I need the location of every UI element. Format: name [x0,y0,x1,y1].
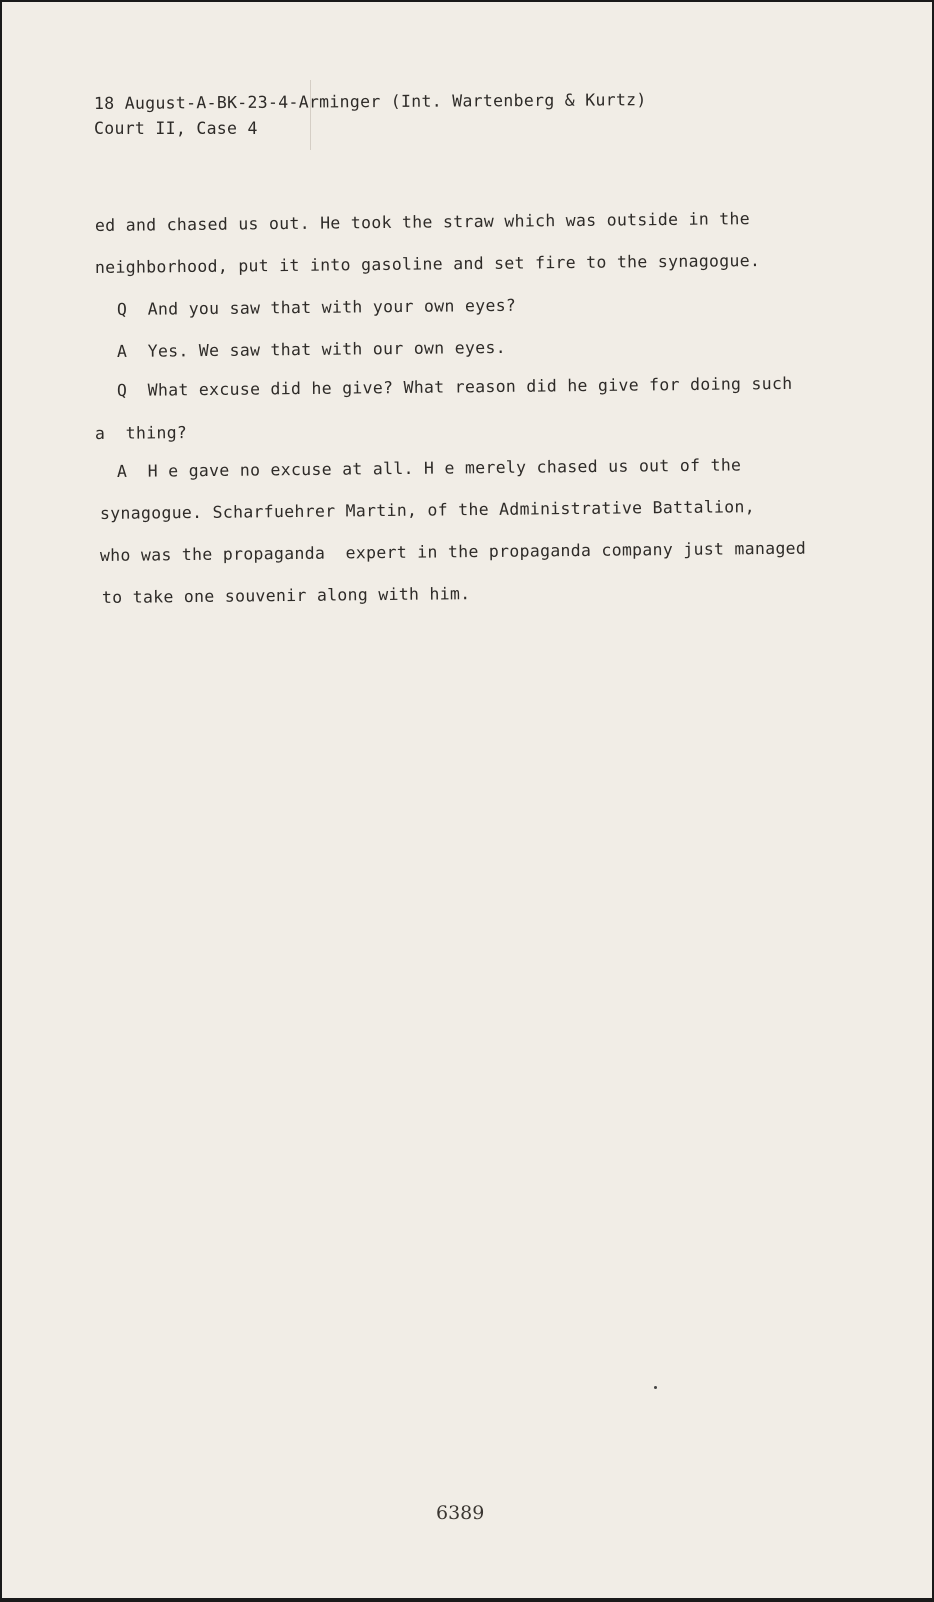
transcript-question: Q What excuse did he give? What reason did he give for doing such [116,373,793,400]
transcript-line: who was the propaganda expert in the propaganda company just managed [99,538,807,565]
transcript-line: neighborhood, put it into gasoline and set fire to the synagogue. [94,251,761,277]
document-header-court: Court II, Case 4 [94,119,258,138]
document-header-reference: 18 August-A-BK-23-4-Arminger (Int. Wartenberg & Kurtz) [93,90,647,113]
transcript-line: to take one souvenir along with him. [101,584,471,607]
ink-speck [654,1386,657,1389]
transcript-answer: A Yes. We saw that with our own eyes. [116,337,506,361]
paper-crease [310,80,311,150]
transcript-line: synagogue. Scharfuehrer Martin, of the Administrative Battalion, [99,497,756,523]
transcript-answer: A H e gave no excuse at all. H e merely chased us out of the [116,455,742,481]
transcript-line: ed and chased us out. He took the straw which was outside in the [94,209,751,235]
document-page [2,2,932,1598]
page-number: 6389 [436,1502,485,1524]
transcript-line: a thing? [94,423,188,443]
transcript-question: Q And you saw that with your own eyes? [116,295,517,319]
